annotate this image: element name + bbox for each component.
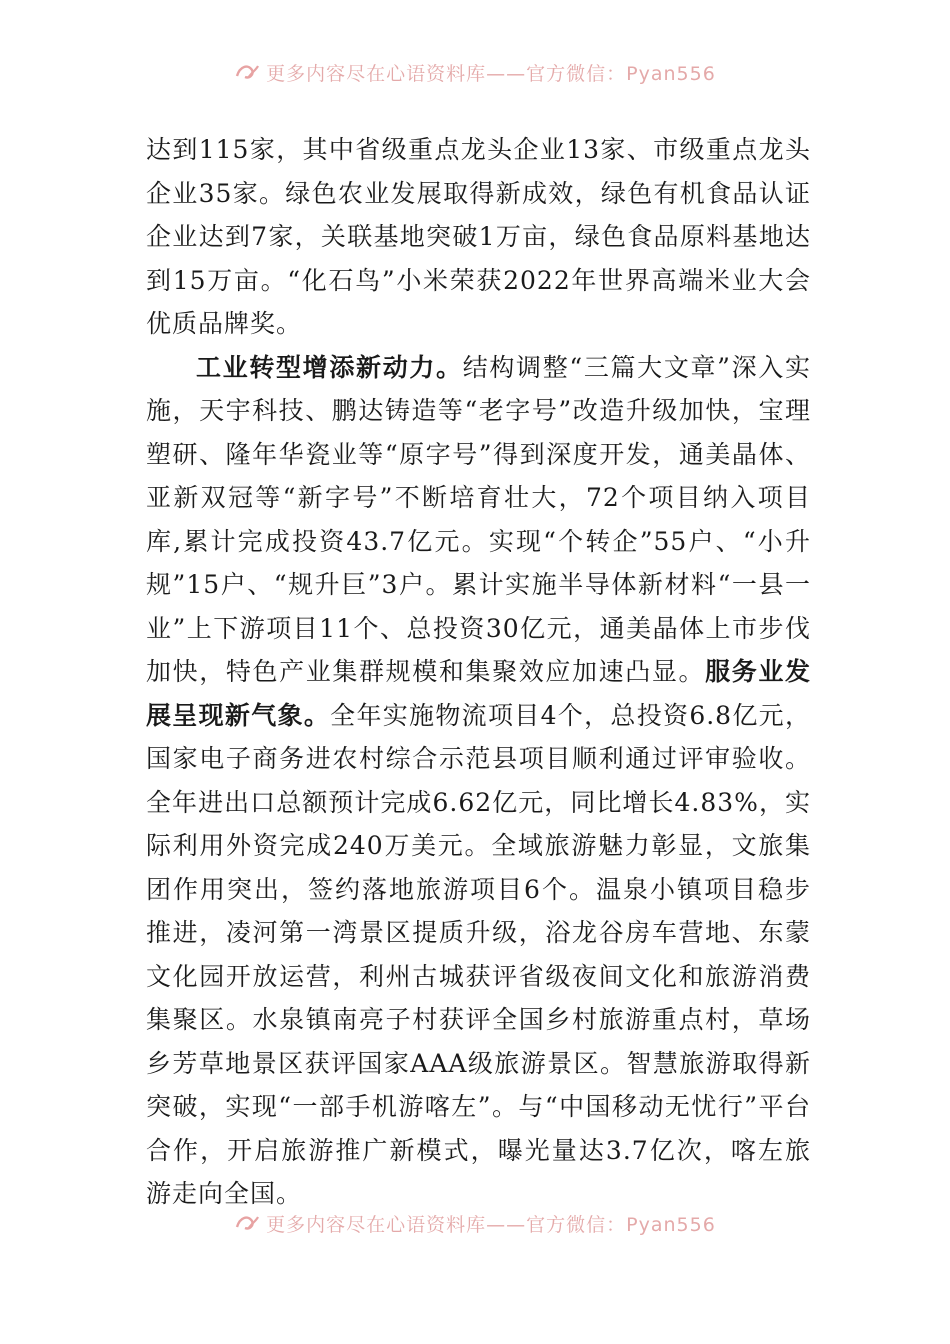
header-watermark <box>0 57 950 87</box>
paragraph-agriculture: 达到115家，其中省级重点龙头企业13家、市级重点龙头企业35家。绿色农业发展取得新成效，绿色有机食品认证企业达到7家，关联基地突破1万亩，绿色食品原料基地达到15万亩。“化石鸟”小米荣获2022年世界高端米业大会优质品牌奖。 <box>146 135 811 338</box>
footer-watermark-text: 更多内容尽在心语资料库——官方微信：Pyan556 <box>266 1213 716 1236</box>
service-body-text: 全年实施物流项目4个，总投资6.8亿元，国家电子商务进农村综合示范县项目顺利通过评审验收。全年进出口总额预计完成6.62亿元，同比增长4.83%，实际利用外资完成240万美元。全域旅游魅力彰显，文旅集团作用突出，签约落地旅游项目6个。温泉小镇项目稳步推进，凌河第一湾景区提质升级，浴龙谷房车营地、东蒙文化园开放运营，利州古城获评省级夜间文化和旅游消费集聚区。水泉镇南亮子村获评全国乡村旅游重点村，草场乡芳草地景区获评国家AAA级旅游景区。智慧旅游取得新突破，实现“一部手机游喀左”。与“中国移动无忧行”平台合作，开启旅游推广新模式，曝光量达3.7亿次，喀左旅游走向全国。 <box>146 700 811 1208</box>
header-watermark-text: 更多内容尽在心语资料库——官方微信：Pyan556 <box>266 62 716 85</box>
watermark-logo-icon <box>234 1213 260 1233</box>
heading-service-industry: 服务业发展呈现新气象。 <box>146 657 811 730</box>
watermark-logo-icon <box>234 62 260 82</box>
industry-body-text: 结构调整“三篇大文章”深入实施，天宇科技、鹏达铸造等“老字号”改造升级加快，宝理塑研、隆年华瓷业等“原字号”得到深度开发，通美晶体、亚新双冠等“新字号”不断培育壮大，72个项目纳入项目库,累计完成投资43.7亿元。实现“个转企”55户、“小升规”15户、“规升巨”3户。累计实施半导体新材料“一县一业”上下游项目11个、总投资30亿元，通美晶体上市步伐加快，特色产业集群规模和集聚效应加速凸显。 <box>146 352 811 686</box>
footer-watermark <box>0 1208 950 1238</box>
document-body <box>146 126 811 1216</box>
paragraph-industry-services <box>146 346 811 1216</box>
heading-industry-transformation: 工业转型增添新动力。 <box>196 352 463 382</box>
